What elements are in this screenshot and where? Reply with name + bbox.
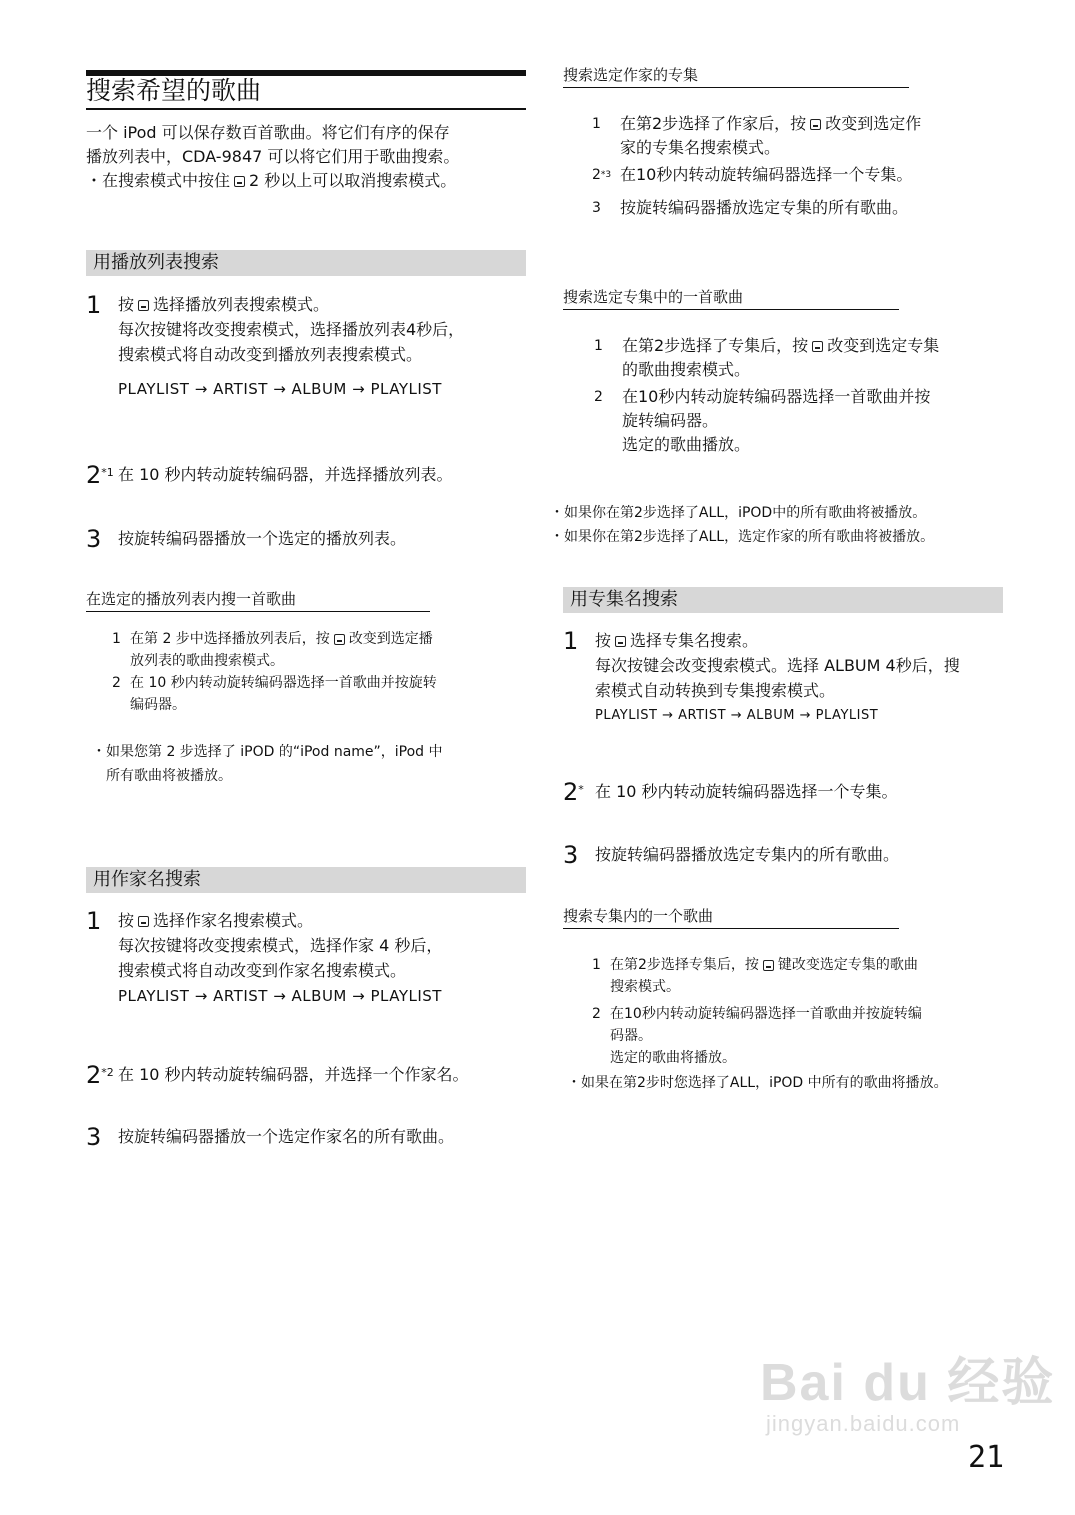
section-artist-search: 用作家名搜索 [86,867,526,893]
album-step-3: 3 按旋转编码器播放选定专集内的所有歌曲。 [563,841,900,869]
intro [86,121,526,193]
section-album-search: 用专集名搜索 [563,587,1003,613]
search-button-icon [334,634,345,645]
search-button-icon [812,341,823,352]
subsection-song-in-album: 搜索选定专集中的一首歌曲 [563,286,899,310]
song-in-album-notes: ・如果你在第2步选择了ALL，iPOD中的所有歌曲将被播放。 ・如果你在第2步选择了ALL，选定作家的所有歌曲将被播放。 [550,505,935,545]
mode-sequence: PLAYLIST → ARTIST → ALBUM → PLAYLIST [118,987,442,1005]
page-number: 21 [968,1440,1005,1475]
subsection-one-song-in-album: 搜索专集内的一个歌曲 [563,905,899,929]
playlist-step-1: 1 按 选择播放列表搜索模式。 每次按键将改变搜索模式，选择播放列表4秒后， 搜索模式将自动改变到播放列表搜索模式。 PLAYLIST → ARTIST → ALBUM → PLAYLIST [86,292,526,402]
search-button-icon [234,176,245,187]
artist-step-1: 1 按 选择作家名搜索模式。 每次按键将改变搜索模式，选择作家 4 秒后， 搜索模式将自动改变到作家名搜索模式。 PLAYLIST → ARTIST → ALBUM → PLAYLIST [86,908,526,1009]
artist-step-2: 2$^{*2}$ 在 10 秒内转动旋转编码器，并选择一个作家名。 [86,1061,469,1089]
album-of-artist-step-3: 3 按旋转编码器播放选定专集的所有歌曲。 [592,198,909,217]
artist-step-3: 3 按旋转编码器播放一个选定作家名的所有歌曲。 [86,1123,455,1151]
intro-line: ・在搜索模式中按住 2 秒以上可以取消搜索模式。 [86,171,457,190]
search-button-icon [615,636,626,647]
song-in-playlist-step-2: 2 在 10 秒内转动旋转编码器选择一首歌曲并按旋转 编码器。 [112,675,437,713]
search-button-icon [138,300,149,311]
song-in-playlist-note: ・如果您第 2 步选择了 iPOD 的“iPod name”，iPod 中 所有歌曲将被播放。 [92,744,443,784]
album-of-artist-step-2: 2$^{*3}$ 在10秒内转动旋转编码器选择一个专集。 [592,165,913,184]
mode-sequence: PLAYLIST → ARTIST → ALBUM → PLAYLIST [118,380,442,398]
intro-line: 播放列表中，CDA-9847 可以将它们用于歌曲搜索。 [86,147,460,166]
intro-line: 一个 iPod 可以保存数百首歌曲。将它们有序的保存 [86,123,450,142]
subsection-album-of-artist: 搜索选定作家的专集 [563,64,909,88]
album-of-artist-step-1: 1 在第2步选择了作家后，按 改变到选定作 家的专集名搜索模式。 [592,114,922,157]
page-title: 搜索希望的歌曲 [86,76,526,110]
one-song-step-2: 2 在10秒内转动旋转编码器选择一首歌曲并按旋转编 码器。 选定的歌曲将播放。 [592,1006,922,1066]
watermark [760,1355,1055,1437]
album-step-2: 2* 在 10 秒内转动旋转编码器选择一个专集。 [563,778,898,806]
playlist-step-2: 2$^{*1}$ 在 10 秒内转动旋转编码器，并选择播放列表。 [86,461,453,489]
subsection-song-in-playlist: 在选定的播放列表内搜一首歌曲 [86,588,430,612]
section-playlist-search: 用播放列表搜索 [86,250,526,276]
album-step-1: 1 按 选择专集名搜索。 每次按键会改变搜索模式。选择 ALBUM 4秒后，搜 索模式自动转换到专集搜索模式。 PLAYLIST → ARTIST → ALBUM → PLAYLIST [563,628,1003,728]
search-button-icon [763,960,774,971]
watermark-url: jingyan.baidu.com [766,1411,961,1436]
song-in-album-step-2: 2 在10秒内转动旋转编码器选择一首歌曲并按 旋转编码器。 选定的歌曲播放。 [594,387,931,454]
playlist-step-3: 3 按旋转编码器播放一个选定的播放列表。 [86,525,407,553]
song-in-playlist-step-1: 1 在第 2 步中选择播放列表后，按 改变到选定播 放列表的歌曲搜索模式。 [112,631,433,669]
mode-sequence: PLAYLIST → ARTIST → ALBUM → PLAYLIST [595,708,879,723]
one-song-note: ・如果在第2步时您选择了ALL，iPOD 中所有的歌曲将播放。 [567,1075,948,1091]
song-in-album-step-1: 1 在第2步选择了专集后，按 改变到选定专集 的歌曲搜索模式。 [594,336,940,379]
search-button-icon [810,119,821,130]
watermark-brand: Bai du 经验 [760,1354,1056,1412]
search-button-icon [138,916,149,927]
one-song-step-1: 1 在第2步选择专集后，按 键改变选定专集的歌曲 搜索模式。 [592,957,918,995]
